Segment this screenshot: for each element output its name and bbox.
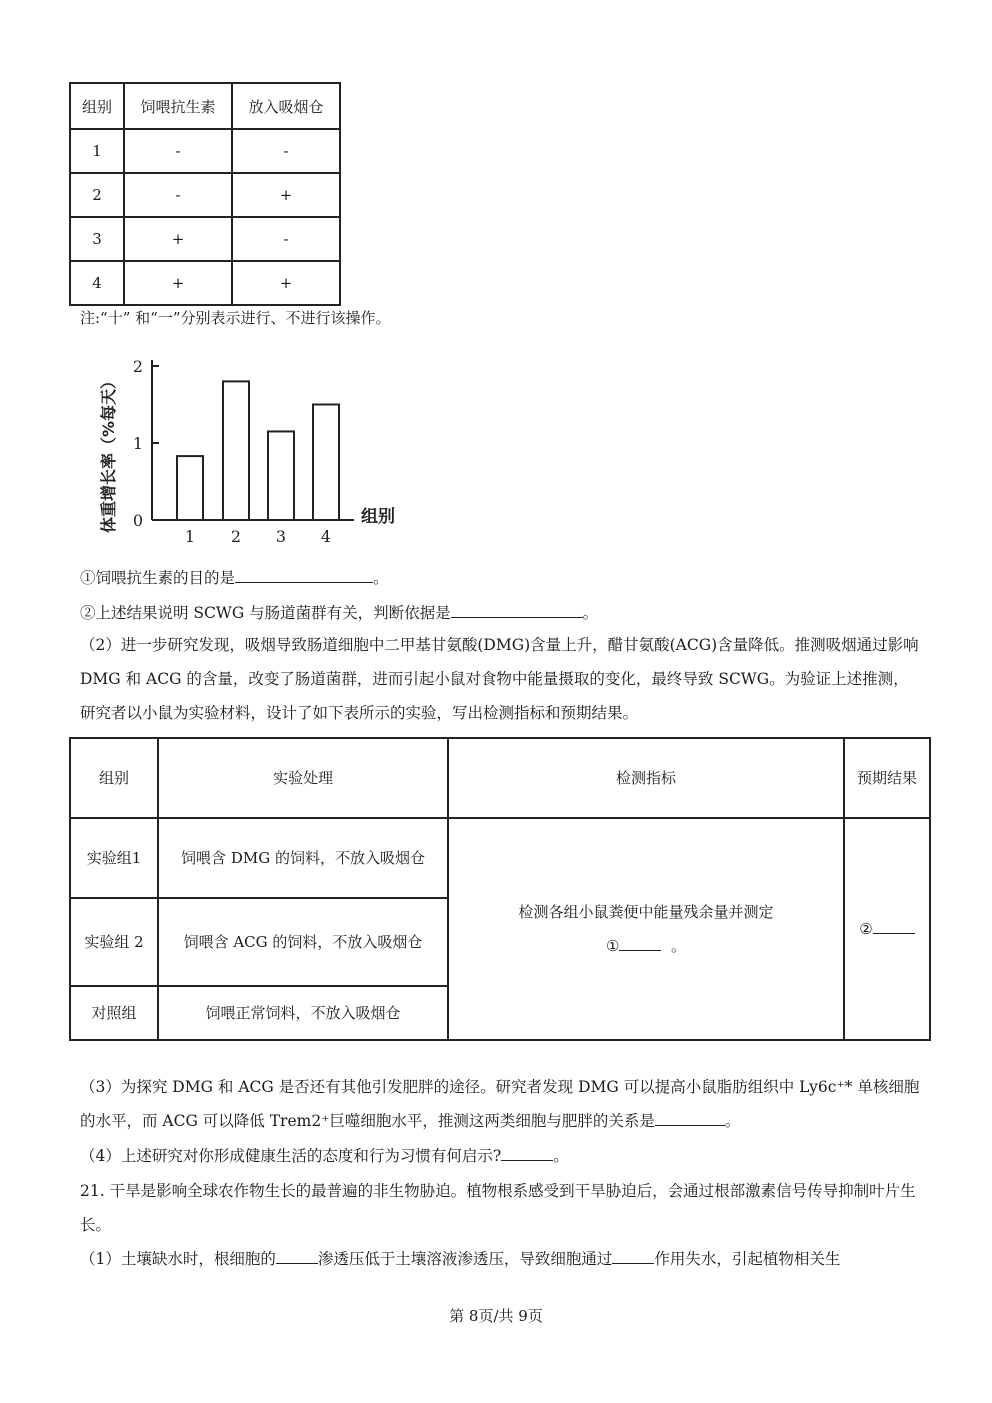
- y-axis-label: 体重增长率（%每天）: [99, 372, 118, 534]
- question-2: [80, 603, 598, 623]
- treatment-cell: 饲喂含 ACG 的饲料，不放入吸烟仓: [158, 898, 448, 986]
- x-tick-label: 2: [230, 527, 242, 546]
- treatment-cell: 饲喂含 DMG 的饲料，不放入吸烟仓: [158, 818, 448, 898]
- q21-part-1-c: 作用失水，引起植物相关生: [654, 1250, 841, 1268]
- question-1: [80, 568, 389, 588]
- question-2-text: ②上述结果说明 SCWG 与肠道菌群有关，判断依据是: [80, 604, 451, 622]
- table-cell: +: [124, 217, 232, 261]
- paragraph-2: （2）进一步研究发现，吸烟导致肠道细胞中二甲基甘氨酸(DMG)含量上升，醋甘氨酸(ACG)含量降低。推测吸烟通过影响 DMG 和 ACG 的含量，改变了肠道菌群，进而引起小鼠对食物中能量摄取的变化，最终导致 SCWG。为验证上述推测，研究者以小鼠为实验材料，设计了如下表所示的实验，写出检测指标和预期结果。: [80, 636, 919, 722]
- table-cell: -: [124, 173, 232, 217]
- indicator-cell: [448, 818, 844, 1040]
- table-note: 注:“十” 和“一”分别表示进行、不进行该操作。: [80, 309, 391, 327]
- table-cell: 1: [70, 129, 124, 173]
- question-2-end: 。: [582, 604, 599, 622]
- answer-blank-2[interactable]: [451, 603, 583, 618]
- indicator-answer-blank[interactable]: [619, 936, 661, 951]
- bar: [223, 381, 249, 520]
- result-cell: [844, 818, 930, 1040]
- question-1-text: ①饲喂抗生素的目的是: [80, 569, 236, 587]
- table-cell: +: [232, 261, 340, 305]
- question-1-end: 。: [373, 569, 389, 587]
- group-cell: 实验组1: [70, 818, 158, 898]
- group-cell: 对照组: [70, 986, 158, 1040]
- table-cell: 2: [70, 173, 124, 217]
- indicator-end: 。: [670, 937, 686, 955]
- y-tick-label: 0: [132, 511, 144, 530]
- answer-blank-4[interactable]: [501, 1146, 553, 1161]
- table-cell: 4: [70, 261, 124, 305]
- q21-part-1-a: （1）土壤缺水时，根细胞的: [80, 1250, 276, 1268]
- q21-part-1-b: 渗透压低于土壤溶液渗透压，导致细胞通过: [317, 1250, 613, 1268]
- paragraph-4: [80, 1139, 922, 1173]
- bar: [177, 456, 203, 520]
- table-cell: -: [232, 217, 340, 261]
- header-expected-result: 预期结果: [844, 738, 930, 818]
- treatment-cell: 饲喂正常饲料，不放入吸烟仓: [158, 986, 448, 1040]
- table-cell: -: [124, 129, 232, 173]
- header-indicator: 检测指标: [448, 738, 844, 818]
- x-axis-label: 组别: [361, 507, 395, 527]
- indicator-blank-label: ①: [605, 937, 620, 955]
- experiment-design-table: [69, 737, 931, 1041]
- paragraph-3-end: 。: [724, 1112, 741, 1130]
- paragraph-3-text: （3）为探究 DMG 和 ACG 是否还有其他引发肥胖的途径。研究者发现 DMG 可以提高小鼠脂肪组织中 Ly6c⁺* 单核细胞的水平，而 ACG 可以降低 Trem2⁺巨噬细胞水平，推测这两类细胞与肥胖的关系是: [80, 1078, 920, 1130]
- bar: [268, 431, 294, 520]
- header-antibiotic: 饲喂抗生素: [124, 83, 232, 129]
- y-tick-label: 2: [132, 357, 144, 376]
- answer-blank-5[interactable]: [276, 1249, 318, 1264]
- question-21: 21. 干旱是影响全球农作物生长的最普遍的非生物胁迫。植物根系感受到干旱胁迫后，会通过根部激素信号传导抑制叶片生长。: [80, 1182, 916, 1234]
- table-cell: +: [232, 173, 340, 217]
- table-cell: -: [232, 129, 340, 173]
- paragraph-4-end: 。: [553, 1147, 569, 1165]
- x-tick-label: 3: [275, 527, 287, 546]
- paragraph-3: [80, 1070, 922, 1138]
- header-smoke-chamber: 放入吸烟仓: [232, 83, 340, 129]
- result-blank-label: ②: [859, 920, 873, 938]
- table-cell: +: [124, 261, 232, 305]
- header-group: 组别: [70, 83, 124, 129]
- answer-blank-1[interactable]: [235, 568, 373, 583]
- answer-blank-3[interactable]: [655, 1111, 725, 1126]
- answer-blank-6[interactable]: [612, 1249, 654, 1264]
- indicator-text: 检测各组小鼠粪便中能量残余量并测定: [518, 903, 774, 921]
- x-tick-label: 1: [184, 527, 196, 546]
- paragraph-4-text: （4）上述研究对你形成健康生活的态度和行为习惯有何启示?: [80, 1147, 502, 1165]
- result-answer-blank[interactable]: [873, 919, 915, 934]
- y-tick-label: 1: [132, 434, 144, 453]
- table-cell: 3: [70, 217, 124, 261]
- header-group: 组别: [70, 738, 158, 818]
- header-treatment: 实验处理: [158, 738, 448, 818]
- x-tick-label: 4: [320, 527, 332, 546]
- page-footer: 第 8页/共 9页: [449, 1307, 543, 1325]
- group-operation-table: [69, 82, 341, 306]
- group-cell: 实验组 2: [70, 898, 158, 986]
- bar: [313, 405, 339, 521]
- weight-gain-bar-chart: [92, 345, 422, 550]
- question-21-part-1: [80, 1242, 922, 1276]
